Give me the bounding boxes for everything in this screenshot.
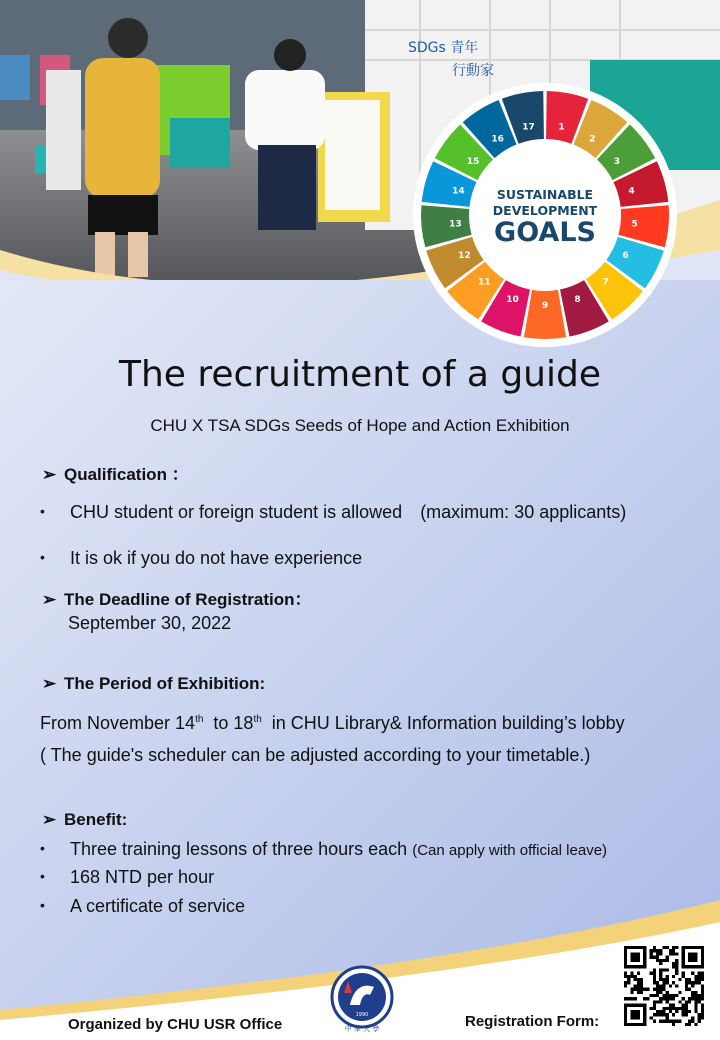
arrow-bullet-icon: ➢ — [42, 810, 57, 829]
deadline-date: September 30, 2022 — [68, 613, 232, 633]
deadline-heading-row — [42, 585, 311, 610]
sdg-goal-number: 10 — [506, 294, 519, 305]
organizer-text: Organized by CHU USR Office — [68, 1016, 283, 1033]
period-line-1 — [40, 713, 625, 734]
sdg-goal-number: 9 — [541, 301, 549, 311]
bullet-dot-icon: • — [40, 840, 45, 856]
chu-university-logo — [330, 965, 394, 1033]
sdg-goal-number: 4 — [628, 186, 635, 197]
period-sup-2: th — [253, 714, 262, 725]
sdg-goal-number: 6 — [622, 251, 629, 262]
registration-label: Registration Form: — [465, 1013, 600, 1030]
period-line-1-mid: to 18 — [203, 713, 254, 733]
qualification-item-2 — [40, 548, 362, 569]
qualification-item-2-text: It is ok if you do not have experience — [70, 548, 363, 568]
benefit-item-1 — [40, 839, 607, 860]
sdg-center-line2: DEVELOPMENT — [492, 203, 598, 218]
sdg-goal-number: 2 — [589, 134, 596, 145]
photo-sign-line1: SDGs 青年 — [408, 40, 479, 56]
bullet-dot-icon: • — [40, 868, 45, 884]
period-heading: The Period of Exhibition: — [64, 674, 266, 693]
photo-sign-line2: 行動家 — [452, 63, 494, 79]
sdg-goal-number: 1 — [558, 122, 565, 133]
qualification-heading-row — [42, 460, 189, 485]
logo-name: 中 華 大 學 — [344, 1025, 380, 1033]
benefit-item-1-note: (Can apply with official leave) — [412, 842, 608, 859]
qualification-item-1 — [40, 502, 626, 523]
benefit-item-1-text: Three training lessons of three hours each — [70, 839, 408, 859]
benefit-item-3-text: A certificate of service — [70, 896, 246, 916]
qualification-heading: Qualification ： — [64, 465, 189, 484]
sdg-goal-number: 5 — [631, 219, 638, 230]
period-line-1-post: in CHU Library& Information building’s lobby — [261, 713, 625, 733]
registration-qr-code[interactable] — [624, 946, 704, 1026]
deadline-heading: The Deadline of Registration： — [64, 590, 312, 609]
qualification-item-1-note: (maximum: 30 applicants) — [420, 502, 627, 522]
period-sup-1: th — [195, 714, 204, 725]
arrow-bullet-icon: ➢ — [42, 465, 57, 484]
page-subtitle: CHU X TSA SDGs Seeds of Hope and Action Exhibition — [150, 416, 570, 435]
bullet-dot-icon: • — [40, 549, 45, 565]
sdg-goal-number: 12 — [458, 251, 471, 262]
page-title: The recruitment of a guide — [119, 354, 601, 395]
period-line-1-pre: From November 14 — [40, 713, 196, 733]
sdg-goal-number: 16 — [491, 134, 504, 145]
sdg-goal-number: 3 — [613, 156, 620, 167]
sdg-goal-number: 11 — [478, 277, 491, 288]
qualification-item-1-text: CHU student or foreign student is allowed — [70, 502, 403, 522]
period-line-2: ( The guide's scheduler can be adjusted according to your timetable.) — [40, 745, 591, 765]
bullet-dot-icon: • — [40, 503, 45, 519]
sdg-goal-number: 7 — [602, 277, 609, 288]
sdg-center-line1: SUSTAINABLE — [496, 187, 594, 202]
sdg-goal-number: 15 — [466, 156, 480, 167]
benefit-heading: Benefit: — [64, 810, 128, 829]
arrow-bullet-icon: ➢ — [42, 590, 57, 609]
sdg-goal-number: 17 — [522, 122, 535, 133]
logo-year: 1990 — [355, 1012, 369, 1018]
sdg-goal-number: 14 — [452, 186, 465, 197]
sdg-center-line3: GOALS — [494, 217, 596, 248]
period-heading-row — [42, 674, 265, 694]
benefit-item-2 — [40, 867, 214, 888]
sdg-goal-number: 13 — [449, 219, 462, 230]
bullet-dot-icon: • — [40, 897, 45, 913]
benefit-heading-row — [42, 810, 127, 830]
sdg-wheel — [412, 82, 678, 348]
sdg-goal-number: 8 — [574, 294, 581, 305]
arrow-bullet-icon: ➢ — [42, 674, 57, 693]
benefit-item-2-text: 168 NTD per hour — [70, 867, 215, 887]
